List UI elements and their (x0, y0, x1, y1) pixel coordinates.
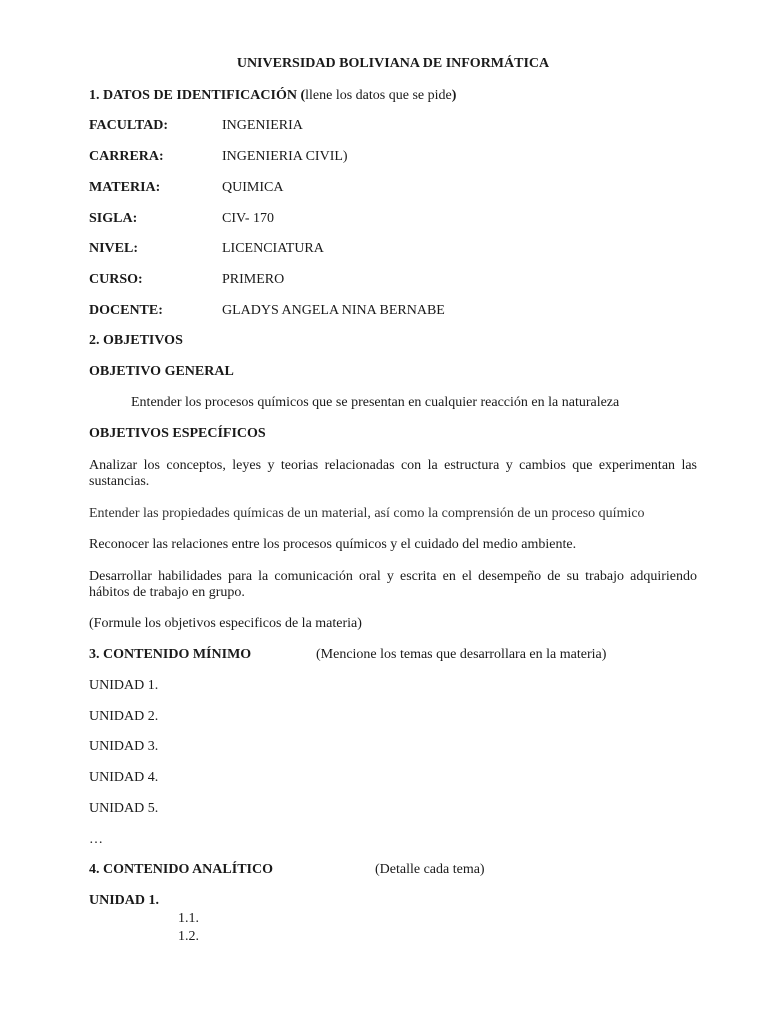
unit-3: UNIDAD 3. (89, 739, 159, 754)
document-title: UNIVERSIDAD BOLIVIANA DE INFORMÁTICA (236, 56, 550, 71)
section2-heading: 2. OBJETIVOS (89, 333, 183, 348)
field-label-sigla: SIGLA: (89, 211, 138, 226)
section3-heading: 3. CONTENIDO MÍNIMO (89, 647, 252, 662)
general-objective-heading: OBJETIVO GENERAL (89, 364, 234, 379)
unit-2: UNIDAD 2. (89, 709, 159, 724)
field-value-docente: GLADYS ANGELA NINA BERNABE (222, 303, 445, 318)
specific-objective-1: Analizar los conceptos, leyes y teorias relacionadas con la estructura y cambios que experimentan las sustancias. (89, 458, 697, 489)
field-value-carrera: INGENIERIA CIVIL) (222, 149, 348, 164)
general-objective-text: Entender los procesos químicos que se presentan en cualquier reacción en la naturaleza (131, 395, 620, 410)
section3-note: (Mencione los temas que desarrollara en la materia) (316, 647, 607, 662)
field-label-docente: DOCENTE: (89, 303, 163, 318)
specific-objectives-heading: OBJETIVOS ESPECÍFICOS (89, 426, 266, 441)
section1-heading: 1. DATOS DE IDENTIFICACIÓN (89, 88, 297, 103)
section4-note: (Detalle cada tema) (375, 862, 485, 877)
field-value-curso: PRIMERO (222, 272, 285, 287)
field-label-carrera: CARRERA: (89, 149, 164, 164)
specific-objective-4: Desarrollar habilidades para la comunicación oral y escrita en el desempeño de su trabajo adquiriendo hábitos de trabajo en grupo. (89, 569, 697, 600)
specific-objective-2: Entender las propiedades químicas de un material, así como la comprensión de un proceso químico (89, 506, 645, 521)
field-label-facultad: FACULTAD: (89, 118, 169, 133)
field-value-nivel: LICENCIATURA (222, 241, 324, 256)
field-label-materia: MATERIA: (89, 180, 161, 195)
analytic-unit-1-heading: UNIDAD 1. (89, 893, 159, 908)
section4-heading: 4. CONTENIDO ANALÍTICO (89, 862, 273, 877)
analytic-subitem-1-1: 1.1. (178, 911, 199, 926)
unit-1: UNIDAD 1. (89, 678, 159, 693)
field-label-nivel: NIVEL: (89, 241, 139, 256)
specific-objectives-note: (Formule los objetivos especificos de la materia) (89, 616, 362, 631)
field-value-sigla: CIV- 170 (222, 211, 274, 226)
field-label-curso: CURSO: (89, 272, 143, 287)
section1-heading-line: 1. DATOS DE IDENTIFICACIÓN (llene los datos que se pide) (89, 88, 457, 103)
unit-4: UNIDAD 4. (89, 770, 159, 785)
section1-heading-note: llene los datos que se pide (305, 88, 452, 103)
unit-5: UNIDAD 5. (89, 801, 159, 816)
units-ellipsis: … (89, 832, 103, 847)
specific-objective-3: Reconocer las relaciones entre los procesos químicos y el cuidado del medio ambiente. (89, 537, 577, 552)
field-value-materia: QUIMICA (222, 180, 284, 195)
field-value-facultad: INGENIERIA (222, 118, 303, 133)
analytic-subitem-1-2: 1.2. (178, 929, 199, 944)
